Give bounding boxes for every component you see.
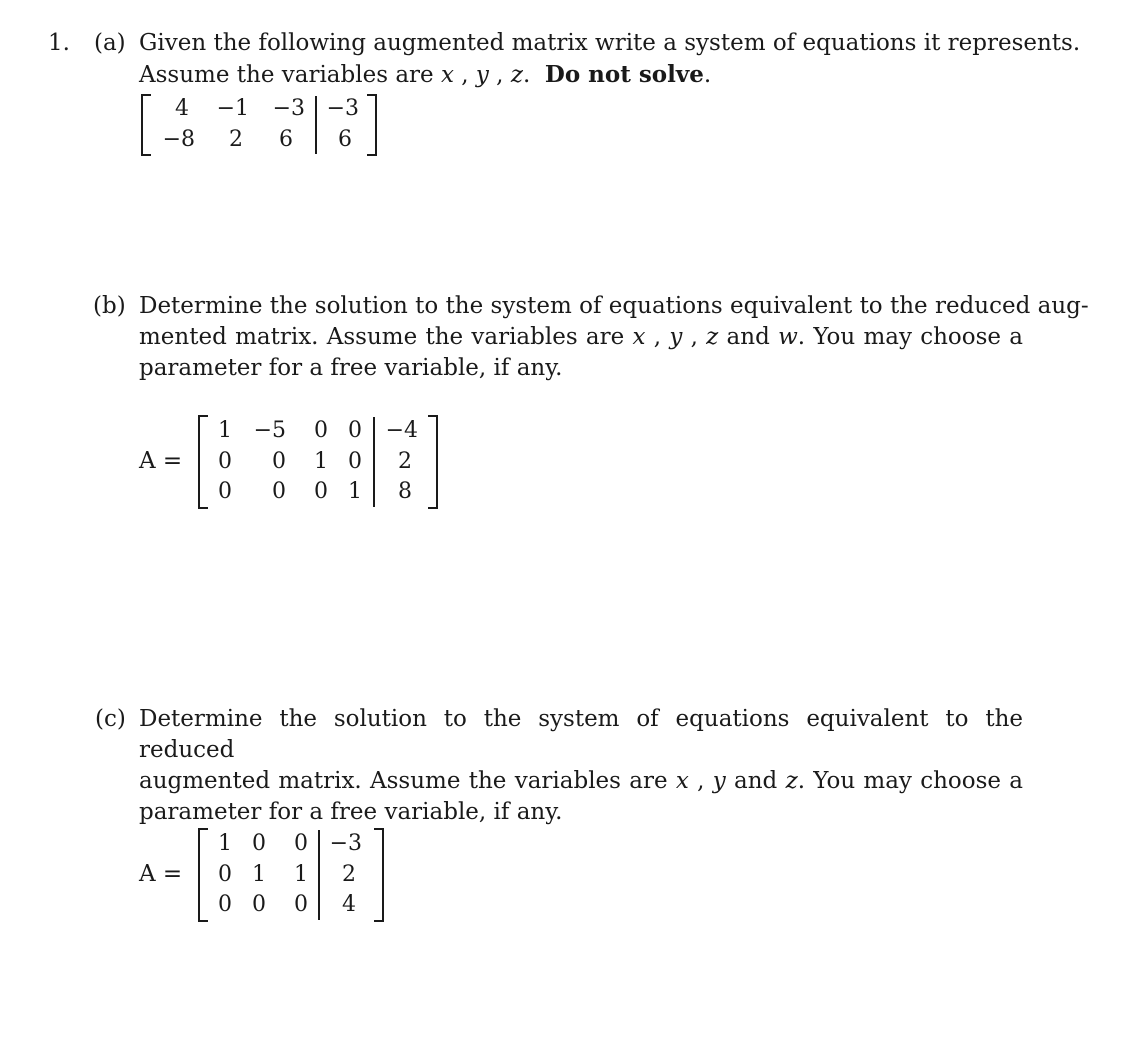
bracket-right [374, 828, 384, 922]
var-y: y [712, 768, 726, 794]
part-b-line2-prefix: mented matrix. Assume the variables are [139, 324, 633, 350]
matrix-cell: −1 [216, 96, 249, 121]
matrix-cell: 0 [218, 892, 232, 917]
part-c-line1: Determine the solution to the system of equations equivalent to the reduced [139, 706, 1023, 763]
and-word: and [718, 324, 779, 350]
matrix-cell: 1 [314, 449, 328, 474]
matrix-cell: 4 [342, 892, 356, 917]
matrix-cell: 0 [272, 449, 286, 474]
var-x: x [675, 768, 689, 794]
part-b-label: (b) [93, 293, 126, 319]
var-w: w [778, 324, 798, 350]
matrix-cell: 0 [294, 892, 308, 917]
part-a-line2-prefix: Assume the variables are [139, 62, 441, 88]
matrix-cell: 6 [279, 127, 293, 152]
matrix-cell: 0 [294, 831, 308, 856]
part-b-line2 [139, 322, 1023, 353]
matrix-cell: −4 [385, 418, 418, 443]
matrix-cell: 1 [218, 831, 232, 856]
matrix-cell: 2 [229, 127, 243, 152]
part-c-line3: parameter for a free variable, if any. [139, 799, 563, 825]
matrix-b-lhs: A = [139, 448, 183, 474]
var-z: z [510, 62, 523, 88]
matrix-cell: −3 [329, 831, 362, 856]
matrix-cell: 0 [252, 831, 266, 856]
matrix-cell: 4 [175, 96, 189, 121]
part-a-label: (a) [94, 30, 126, 56]
part-b-text [139, 291, 1089, 384]
and-word: and [725, 768, 786, 794]
matrix-cell: 6 [338, 127, 352, 152]
matrix-cell: 0 [218, 449, 232, 474]
matrix-cell: −3 [326, 96, 359, 121]
matrix-cell: −5 [253, 418, 286, 443]
matrix-c [198, 828, 384, 922]
part-a-text [139, 28, 1081, 91]
matrix-cell: 0 [348, 449, 362, 474]
var-z: z [706, 324, 719, 350]
matrix-cell: 2 [342, 862, 356, 887]
matrix-cell: −3 [272, 96, 305, 121]
part-c-text [139, 704, 1023, 828]
sep: , [488, 62, 511, 88]
sep: , [682, 324, 707, 350]
bracket-left [141, 94, 151, 156]
matrix-a [141, 94, 377, 156]
matrix-cell: 1 [348, 479, 362, 504]
matrix-b [198, 415, 438, 509]
period: . [703, 62, 712, 88]
matrix-cell: 0 [314, 479, 328, 504]
augment-line [373, 417, 375, 507]
part-a-line1: Given the following augmented matrix write a system of equations it represents. [139, 30, 1081, 56]
var-z: z [785, 768, 798, 794]
matrix-cell: 0 [272, 479, 286, 504]
matrix-cell: 0 [218, 479, 232, 504]
do-not-solve: Do not solve [544, 61, 704, 88]
matrix-cell: 0 [218, 862, 232, 887]
part-c-line2-prefix: augmented matrix. Assume the variables are [139, 768, 676, 794]
part-b-line3: parameter for a free variable, if any. [139, 355, 563, 381]
var-y: y [669, 324, 683, 350]
part-c-line2-suffix: . You may choose a [797, 768, 1024, 794]
matrix-cell: 1 [218, 418, 232, 443]
sep: , [688, 768, 713, 794]
matrix-cell: 1 [294, 862, 308, 887]
var-x: x [440, 62, 454, 88]
augment-line [318, 830, 320, 920]
var-x: x [632, 324, 646, 350]
var-y: y [475, 62, 489, 88]
bracket-left [198, 415, 208, 509]
bracket-right [367, 94, 377, 156]
part-c-line2 [139, 766, 1023, 797]
matrix-c-lhs: A = [139, 861, 183, 887]
sep: , [645, 324, 670, 350]
question-number: 1. [48, 30, 70, 56]
sep: , [453, 62, 476, 88]
part-b-line2-suffix: . You may choose a [797, 324, 1024, 350]
matrix-cell: 0 [314, 418, 328, 443]
period: . [522, 62, 531, 88]
matrix-cell: 0 [252, 892, 266, 917]
matrix-cell: 1 [252, 862, 266, 887]
part-a-line2 [139, 59, 1023, 91]
matrix-cell: 8 [398, 479, 412, 504]
bracket-left [198, 828, 208, 922]
part-c-label: (c) [95, 706, 126, 732]
matrix-cell: 2 [398, 449, 412, 474]
matrix-cell: −8 [162, 127, 195, 152]
bracket-right [428, 415, 438, 509]
part-b-line1: Determine the solution to the system of equations equivalent to the reduced aug- [139, 293, 1089, 319]
matrix-cell: 0 [348, 418, 362, 443]
